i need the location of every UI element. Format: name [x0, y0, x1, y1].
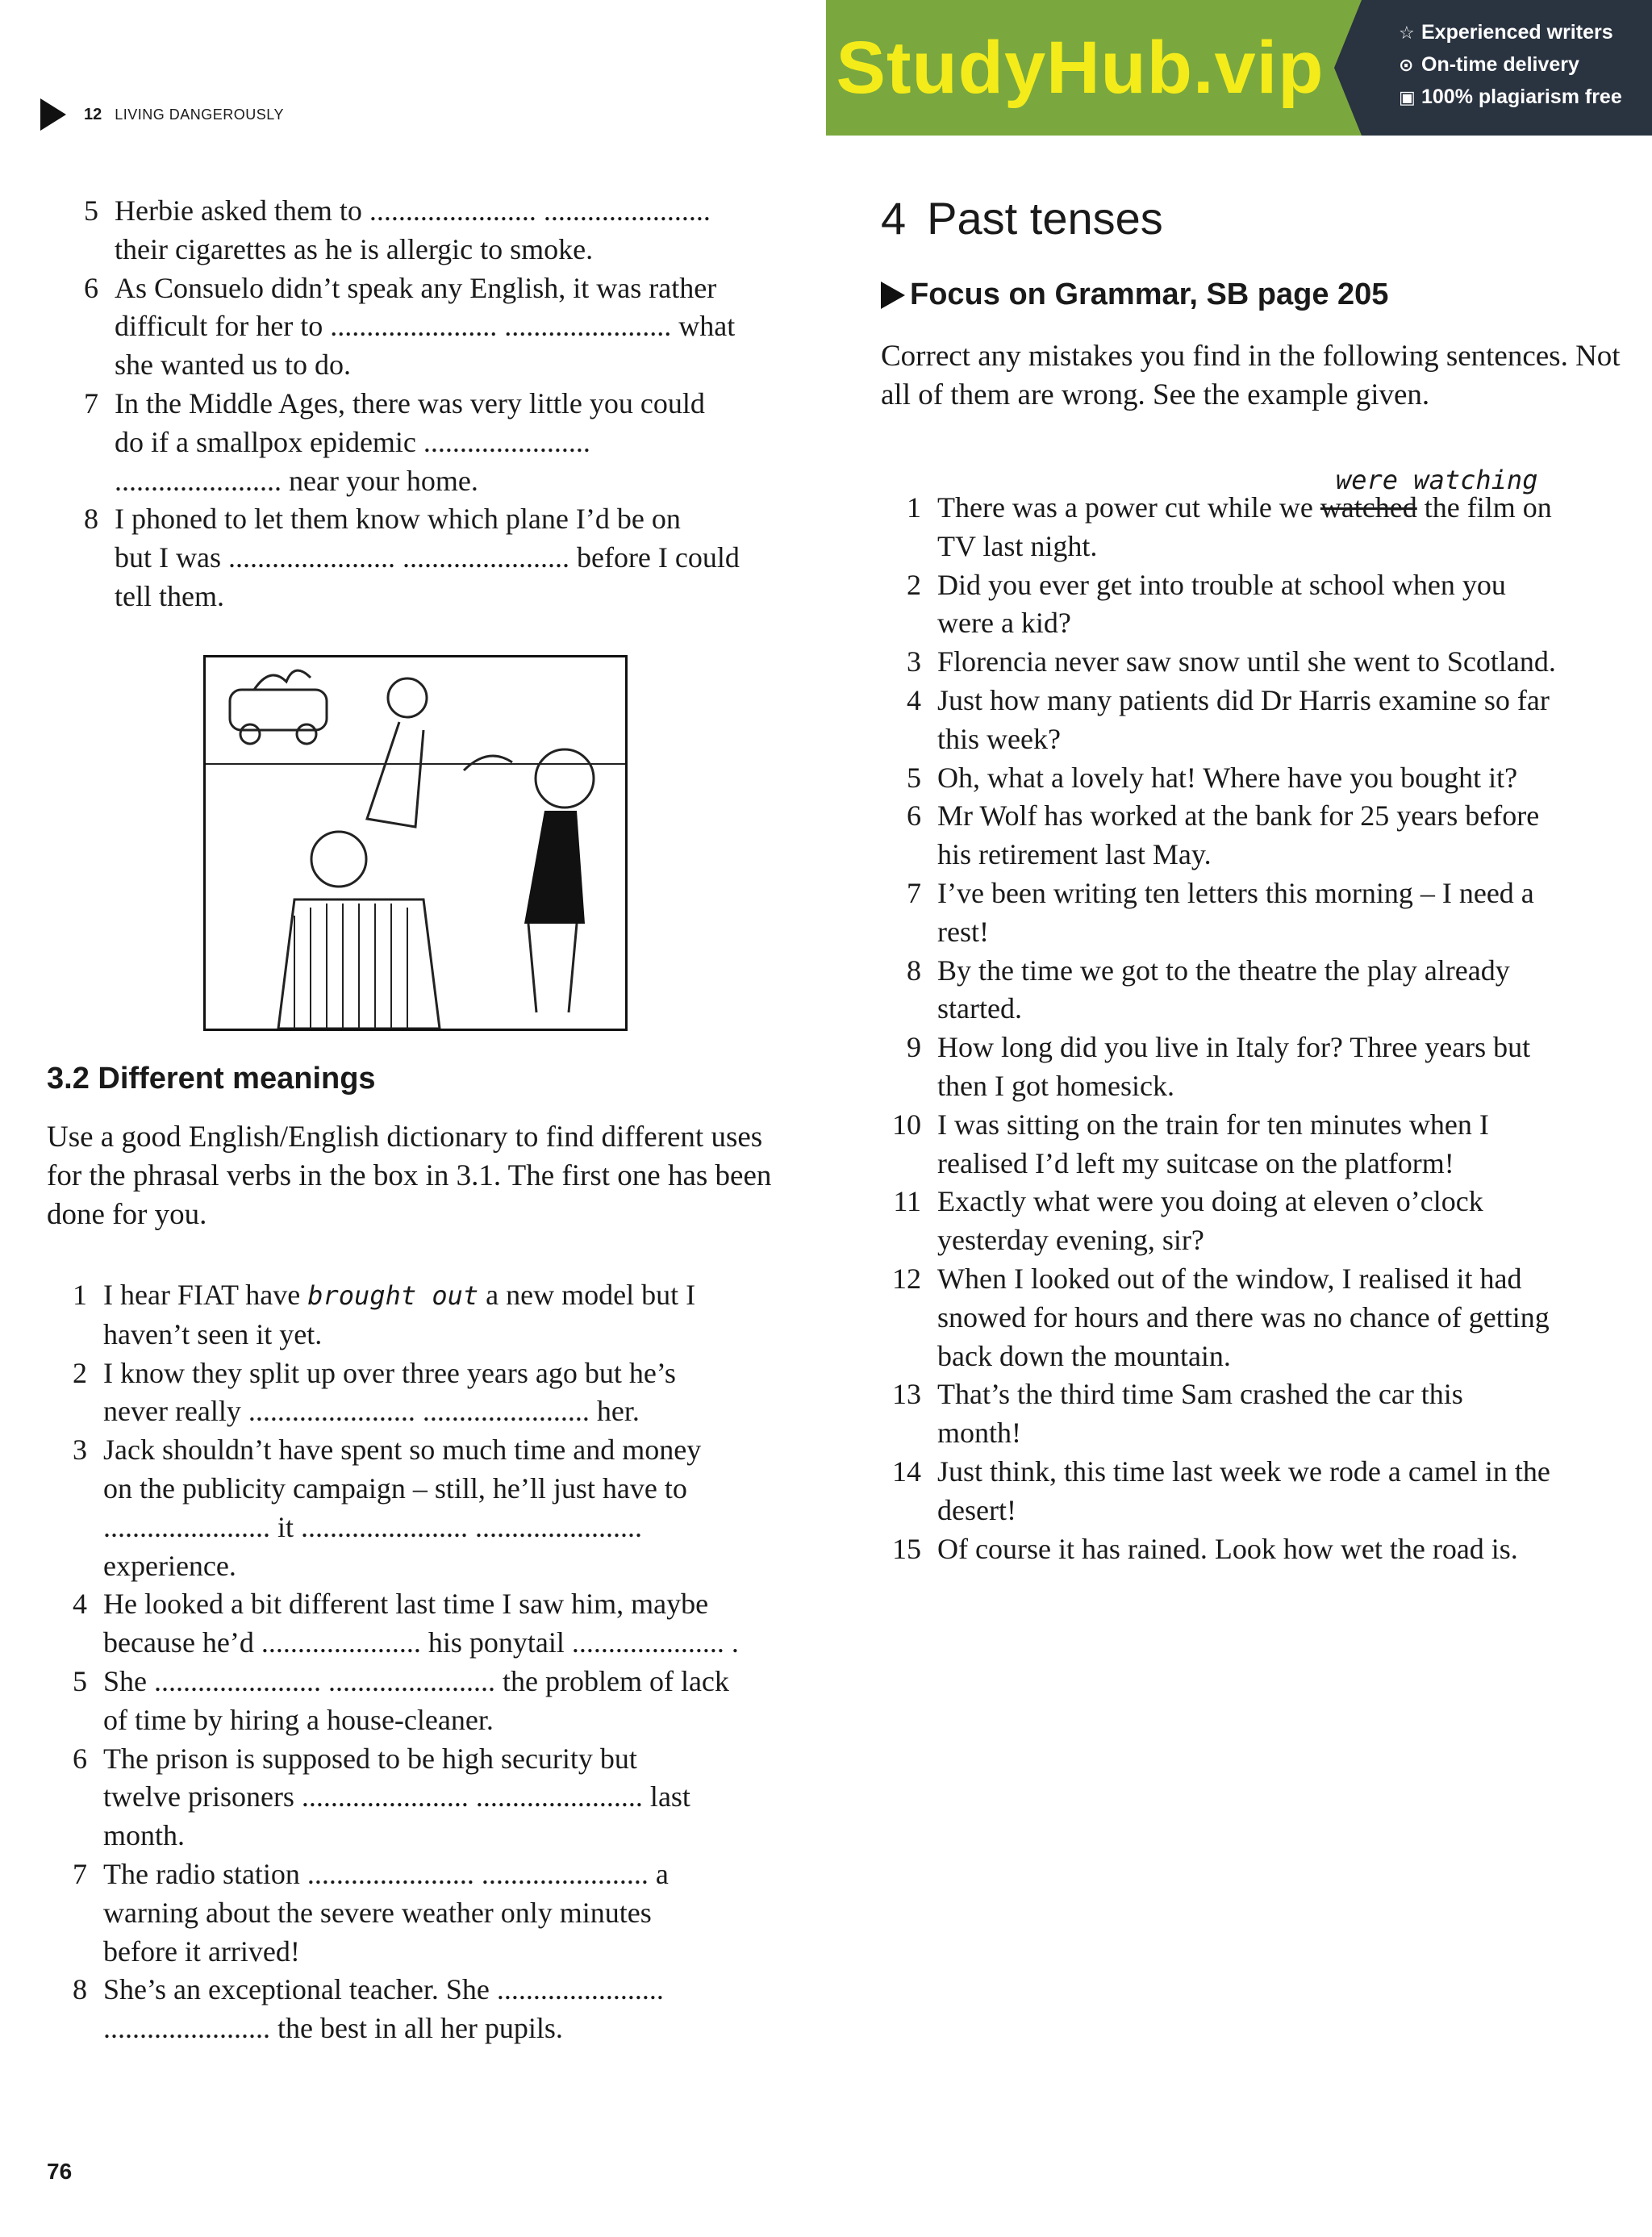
- page-number: 76: [47, 2159, 73, 2184]
- item-number: 4: [907, 683, 921, 716]
- item-line: I know they split up over three years ago but he’s: [103, 1356, 676, 1389]
- item-line: I was sitting on the train for ten minutes when I: [937, 1108, 1489, 1141]
- exercise-3-2-list: [47, 1276, 789, 2048]
- item-line: difficult for her to ....................... ....................... what: [115, 310, 736, 343]
- feature-experienced: [1399, 21, 1613, 44]
- cartoon-illustration: [203, 655, 628, 1031]
- item-line: She ....................... ....................... the problem of lack: [103, 1664, 729, 1697]
- item-number: 3: [907, 645, 921, 678]
- list-item: [881, 1260, 1639, 1375]
- example-text: There was a power cut while we: [937, 491, 1320, 524]
- list-item: [881, 1375, 1639, 1453]
- header-title: LIVING DANGEROUSLY: [115, 106, 284, 123]
- banner-features-panel: [1334, 0, 1652, 136]
- item-line: Oh, what a lovely hat! Where have you bought it?: [937, 761, 1518, 794]
- item-number: 14: [892, 1454, 921, 1488]
- handwritten-correction: were watching: [1336, 465, 1538, 495]
- item-line: but I was ....................... ....................... before I could: [115, 541, 740, 574]
- section-3-2-heading: 3.2 Different meanings: [47, 1062, 376, 1096]
- item-number: 11: [893, 1185, 921, 1218]
- item-line: As Consuelo didn’t speak any English, it was rather: [115, 271, 717, 304]
- item-line: do if a smallpox epidemic .......................: [115, 425, 590, 458]
- item-line: Did you ever get into trouble at school when you: [937, 568, 1506, 601]
- item-line: month!: [937, 1417, 1021, 1450]
- item-line: I phoned to let them know which plane I’d be on: [115, 503, 681, 536]
- item-line: I hear FIAT have brought out a new model but I: [103, 1279, 696, 1311]
- item-number: 15: [892, 1532, 921, 1565]
- section-3-2-instructions: Use a good English/English dictionary to find different uses for the phrasal verbs in the box in 3.1. The first one has been done for you.: [47, 1121, 772, 1231]
- item-line: ....................... near your home.: [115, 464, 478, 497]
- item-line: Of course it has rained. Look how wet the road is.: [937, 1532, 1518, 1565]
- item-line: this week?: [937, 722, 1061, 755]
- feature-delivery: [1399, 53, 1579, 77]
- example-text: the film on: [1416, 491, 1552, 524]
- item-line: Jack shouldn’t have spent so much time and money: [103, 1434, 702, 1467]
- list-item: [47, 1354, 789, 1432]
- list-item: [881, 566, 1639, 644]
- item-number: 7: [907, 876, 921, 909]
- item-number: 8: [73, 1973, 87, 2006]
- banner-logo-panel: [826, 0, 1334, 136]
- list-item: [881, 874, 1639, 952]
- item-line: ....................... the best in all her pupils.: [103, 2012, 563, 2045]
- item-number: 3: [73, 1434, 87, 1467]
- running-header: [40, 95, 284, 134]
- item-number: 5: [84, 194, 98, 227]
- document-icon: ▣: [1399, 86, 1416, 107]
- struck-word: watched: [1320, 491, 1417, 524]
- list-item: [58, 192, 784, 269]
- item-number: 9: [907, 1031, 921, 1064]
- item-line: back down the mountain.: [937, 1339, 1231, 1372]
- item-line: started.: [937, 992, 1022, 1025]
- feature-plagiarism: [1399, 86, 1622, 109]
- banner-fold-top: [1334, 0, 1362, 68]
- item-line: She’s an exceptional teacher. She .......................: [103, 1973, 664, 2006]
- list-item: [47, 1971, 789, 2048]
- section-4-instructions: Correct any mistakes you find in the following sentences. Not all of them are wrong. See the example given.: [881, 340, 1621, 411]
- list-item: [58, 269, 784, 385]
- item-line: never really ....................... ....................... her.: [103, 1395, 640, 1428]
- item-number: 6: [907, 799, 921, 833]
- item-line: tell them.: [115, 579, 224, 612]
- list-item: [881, 1106, 1639, 1183]
- feature-label: Experienced writers: [1421, 21, 1613, 44]
- item-line: before it arrived!: [103, 1934, 300, 1968]
- focus-label: Focus on Grammar, SB page 205: [910, 278, 1389, 311]
- arrow-icon: [881, 282, 905, 309]
- studyhub-logo: StudyHub.vip: [836, 26, 1325, 109]
- item-line: TV last night.: [937, 529, 1098, 562]
- item-line: The prison is supposed to be high security but: [103, 1742, 637, 1775]
- list-item: [47, 1585, 789, 1663]
- list-item: [47, 1663, 789, 1740]
- section-title: Past tenses: [927, 193, 1163, 244]
- item-number: 5: [73, 1664, 87, 1697]
- example-answer: brought out: [307, 1280, 479, 1311]
- section-number: 4: [881, 193, 907, 244]
- item-line: ....................... it ....................... .......................: [103, 1510, 643, 1543]
- item-line: In the Middle Ages, there was very little you could: [115, 386, 705, 419]
- item-line: realised I’d left my suitcase on the platform!: [937, 1146, 1454, 1179]
- item-line: When I looked out of the window, I realised it had: [937, 1262, 1522, 1295]
- arrow-icon: [40, 98, 66, 131]
- clock-icon: ⊙: [1399, 54, 1414, 75]
- item-line: Herbie asked them to ....................... .......................: [115, 194, 711, 227]
- feature-label: On-time delivery: [1421, 53, 1579, 76]
- item-number: 13: [892, 1378, 921, 1411]
- item-line: He looked a bit different last time I saw him, maybe: [103, 1588, 709, 1621]
- item-number: 7: [84, 386, 98, 419]
- item-line: How long did you live in Italy for? Three years but: [937, 1031, 1531, 1064]
- item-number: 8: [907, 954, 921, 987]
- item-number: 12: [892, 1262, 921, 1295]
- item-line: By the time we got to the theatre the play already: [937, 954, 1510, 987]
- item-line: twelve prisoners ....................... ....................... last: [103, 1780, 690, 1813]
- item-line: [937, 489, 1639, 528]
- item-number: 8: [84, 503, 98, 536]
- list-item: [881, 1453, 1639, 1530]
- list-item: [47, 1740, 789, 1855]
- focus-reference: [881, 278, 1388, 312]
- header-page-number: 12: [84, 105, 102, 123]
- item-line: Florencia never saw snow until she went to Scotland.: [937, 645, 1556, 678]
- item-line: she wanted us to do.: [115, 348, 351, 382]
- item-number: 1: [907, 491, 921, 524]
- item-number: 4: [73, 1588, 87, 1621]
- star-icon: ☆: [1399, 22, 1415, 43]
- item-line: The radio station ....................... ....................... a: [103, 1857, 669, 1890]
- item-number: 6: [73, 1742, 87, 1775]
- item-number: 6: [84, 271, 98, 304]
- list-item: [58, 385, 784, 500]
- section-4-heading: [881, 192, 1163, 244]
- list-item: [881, 952, 1639, 1029]
- list-item: [58, 500, 784, 616]
- item-number: 7: [73, 1857, 87, 1890]
- item-number: 2: [907, 568, 921, 601]
- item-line: on the publicity campaign – still, he’ll just have to: [103, 1471, 687, 1505]
- item-line: because he’d ...................... his ponytail ..................... .: [103, 1626, 739, 1659]
- item-line: rest!: [937, 915, 989, 948]
- list-item: [47, 1276, 789, 1354]
- list-item: [881, 489, 1639, 566]
- list-item: [47, 1431, 789, 1585]
- exercise-3-1-continued: [58, 192, 784, 616]
- item-number: 5: [907, 761, 921, 794]
- item-line: were a kid?: [937, 607, 1071, 640]
- item-number: 1: [73, 1279, 87, 1311]
- item-line: then I got homesick.: [937, 1069, 1174, 1102]
- item-number: 2: [73, 1356, 87, 1389]
- list-item: [881, 643, 1639, 682]
- list-item: [881, 1530, 1639, 1569]
- item-line: of time by hiring a house-cleaner.: [103, 1703, 494, 1736]
- item-line: Exactly what were you doing at eleven o’clock: [937, 1185, 1483, 1218]
- list-item: [881, 682, 1639, 759]
- item-line: their cigarettes as he is allergic to smoke.: [115, 232, 594, 265]
- item-line: month.: [103, 1819, 186, 1852]
- item-line: snowed for hours and there was no chance of getting: [937, 1300, 1550, 1333]
- item-line: Just think, this time last week we rode a camel in the: [937, 1454, 1550, 1488]
- item-line: I’ve been writing ten letters this morning – I need a: [937, 876, 1534, 909]
- item-line: experience.: [103, 1549, 236, 1582]
- item-line: desert!: [937, 1493, 1016, 1526]
- feature-label: 100% plagiarism free: [1421, 86, 1622, 108]
- item-line: Mr Wolf has worked at the bank for 25 years before: [937, 799, 1540, 833]
- banner-fold-bottom: [1334, 68, 1362, 136]
- list-item: [47, 1855, 789, 1971]
- item-line: yesterday evening, sir?: [937, 1224, 1204, 1257]
- list-item: [881, 1029, 1639, 1106]
- item-line: That’s the third time Sam crashed the car this: [937, 1378, 1463, 1411]
- item-number: 10: [892, 1108, 921, 1141]
- list-item: [881, 1183, 1639, 1260]
- list-item: [881, 759, 1639, 798]
- studyhub-banner[interactable]: [826, 0, 1652, 136]
- item-line: haven’t seen it yet.: [103, 1317, 323, 1350]
- item-line: Just how many patients did Dr Harris examine so far: [937, 683, 1550, 716]
- cartoon-drawing: [206, 657, 625, 1029]
- item-line: his retirement last May.: [937, 838, 1212, 871]
- list-item: [881, 797, 1639, 874]
- item-line: warning about the severe weather only minutes: [103, 1896, 652, 1929]
- exercise-4-list: [881, 489, 1639, 1568]
